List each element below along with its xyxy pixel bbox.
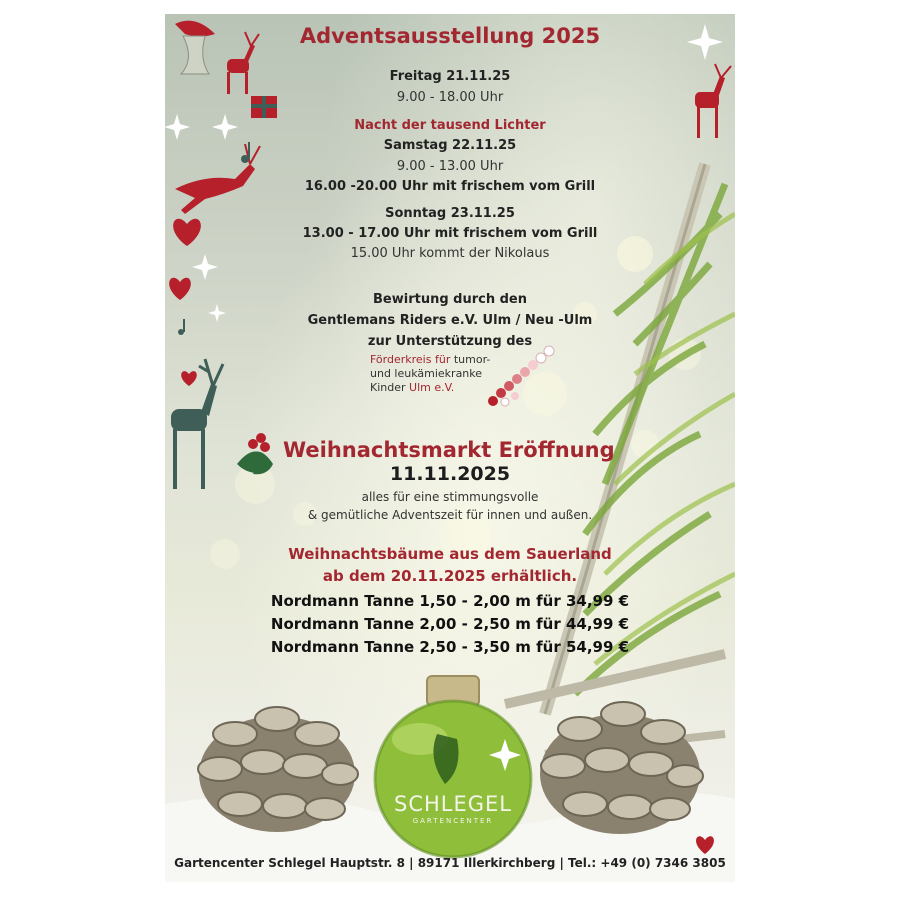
sunday-date: Sonntag 23.11.25 — [385, 206, 515, 221]
tree-price-3: Nordmann Tanne 2,50 - 3,50 m für 54,99 € — [270, 638, 630, 656]
trees-heading-1: Weihnachtsbäume aus dem Sauerland — [288, 545, 612, 563]
market-date: 11.11.2025 — [389, 463, 511, 485]
tree-price-2: Nordmann Tanne 2,00 - 2,50 m für 44,99 € — [270, 615, 630, 633]
pine-cone-left — [198, 707, 358, 832]
advent-poster — [165, 14, 735, 882]
tree-price-1: Nordmann Tanne 1,50 - 2,00 m für 34,99 € — [270, 592, 630, 610]
saturday-hours-evening: 16.00 -20.00 Uhr mit frischem vom Grill — [304, 179, 596, 194]
market-subtitle-2: & gemütliche Adventszeit für innen und außen. — [307, 508, 593, 522]
friday-date: Freitag 21.11.25 — [389, 69, 511, 84]
market-subtitle-1: alles für eine stimmungsvolle — [361, 490, 539, 504]
saturday-date: Samstag 22.11.25 — [383, 138, 517, 153]
charity-line-1a: Förderkreis für — [370, 353, 451, 366]
footer-contact: Gartencenter Schlegel Hauptstr. 8 | 89171 Illerkirchberg | Tel.: +49 (0) 7346 3805 — [174, 856, 726, 870]
charity-line-3a: Kinder — [370, 381, 410, 394]
brand-subtitle: GARTENCENTER — [412, 817, 494, 825]
sunday-hours: 13.00 - 17.00 Uhr mit frischem vom Grill — [302, 226, 598, 241]
brand-name: SCHLEGEL — [394, 792, 512, 816]
friday-hours: 9.00 - 18.00 Uhr — [396, 90, 504, 105]
hosting-line-1: Bewirtung durch den — [373, 292, 527, 307]
market-title: Weihnachtsmarkt Eröffnung — [283, 438, 615, 462]
pine-cone-right — [540, 702, 703, 834]
heart-icon-tiny — [181, 371, 197, 386]
saturday-event-name: Nacht der tausend Lichter — [354, 118, 546, 133]
charity-line-3b: Ulm e.V. — [409, 381, 455, 394]
charity-name — [370, 353, 490, 395]
charity-line-1b: tumor- — [450, 353, 491, 366]
trees-heading-2: ab dem 20.11.2025 erhältlich. — [322, 567, 578, 585]
saturday-hours-morning: 9.00 - 13.00 Uhr — [396, 159, 504, 174]
hosting-line-2: Gentlemans Riders e.V. Ulm / Neu -Ulm — [307, 313, 593, 328]
charity-line-2: und leukämiekranke — [370, 367, 483, 380]
hosting-line-3: zur Unterstützung des — [367, 334, 533, 349]
event-title: Adventsausstellung 2025 — [299, 24, 601, 48]
sunday-nikolaus: 15.00 Uhr kommt der Nikolaus — [350, 246, 550, 261]
